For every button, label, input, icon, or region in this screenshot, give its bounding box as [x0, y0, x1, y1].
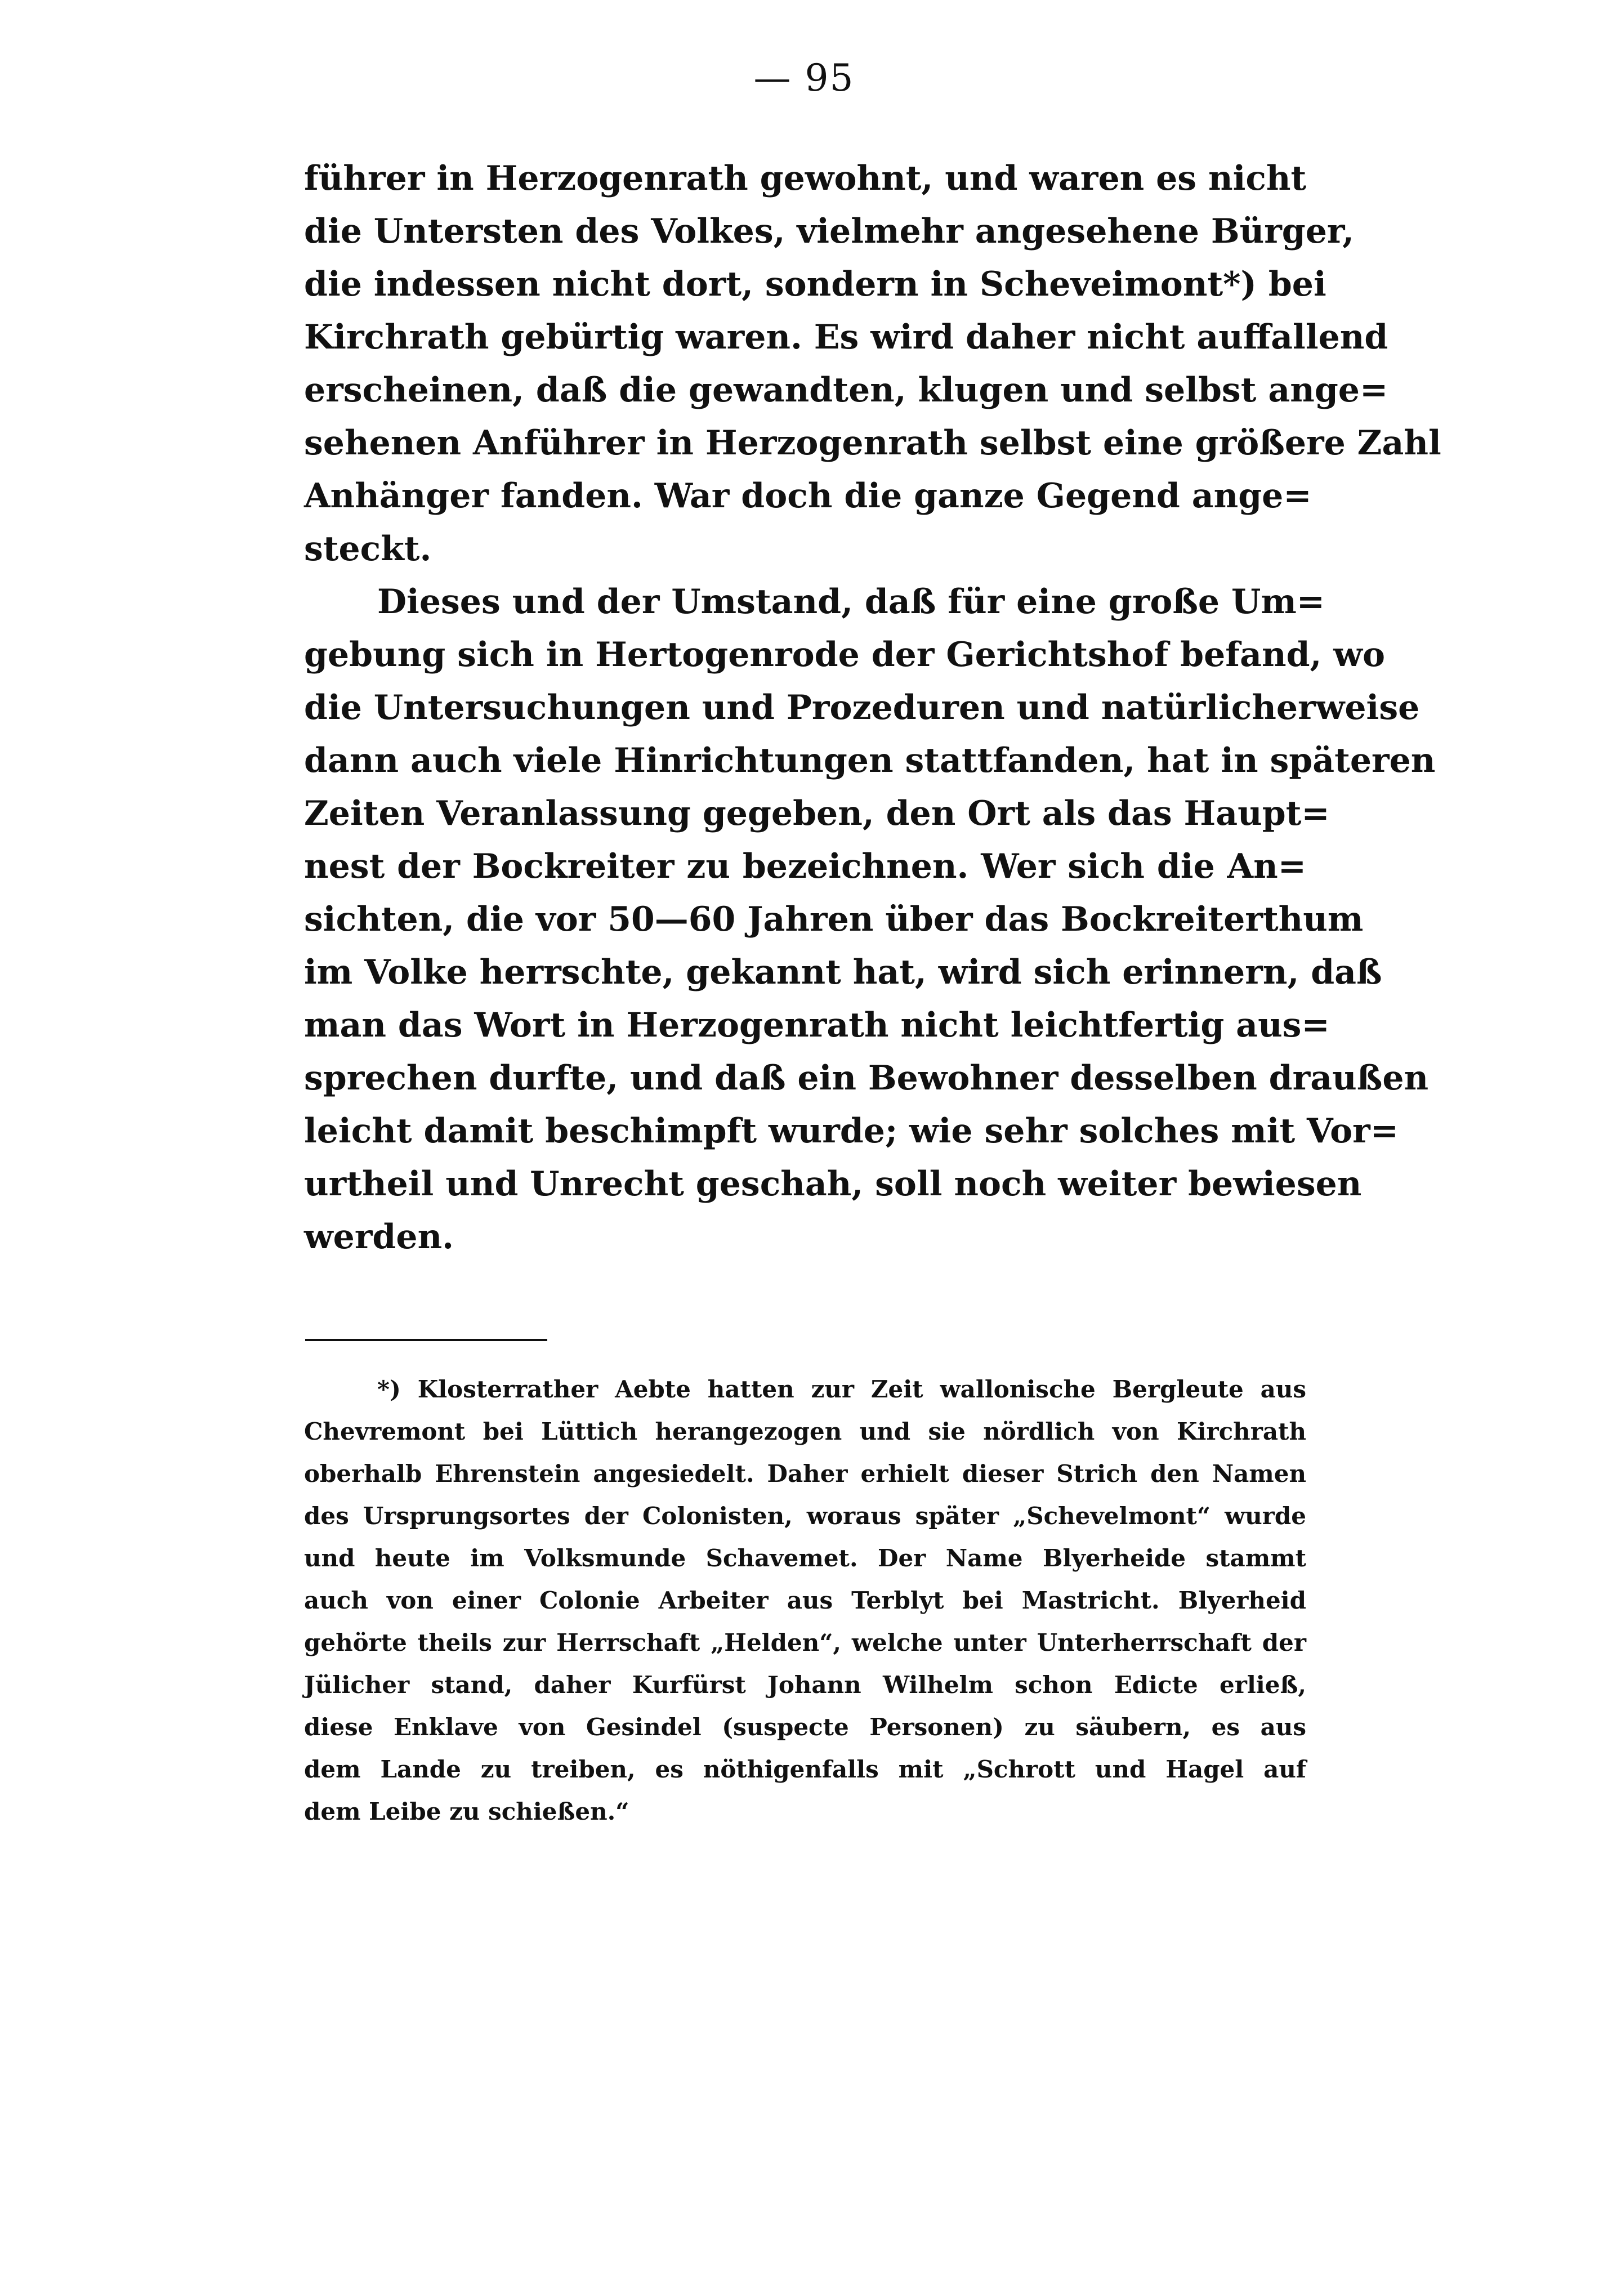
footnote-separator-rule — [305, 1339, 547, 1341]
footnote-line: *) Klosterrather Aebte hatten zur Zeit wallonische Bergleute aus — [377, 1375, 1306, 1403]
body-line: werden. — [304, 1217, 454, 1257]
body-line: man das Wort in Herzogenrath nicht leichtfertig aus= — [304, 1006, 1330, 1045]
body-line: leicht damit beschimpft wurde; wie sehr solches mit Vor= — [304, 1111, 1399, 1151]
body-line: Zeiten Veranlassung gegeben, den Ort als das Haupt= — [304, 794, 1330, 833]
body-line: sehenen Anführer in Herzogenrath selbst eine größere Zahl — [304, 423, 1441, 463]
footnote-line: Chevremont bei Lüttich herangezogen und sie nördlich von Kirchrath — [304, 1418, 1306, 1445]
page-number: — 95 — [753, 56, 855, 100]
footnote-line: diese Enklave von Gesindel (suspecte Personen) zu säubern, es aus — [304, 1713, 1306, 1741]
main-text-block — [304, 152, 1441, 1263]
body-line: erscheinen, daß die gewandten, klugen und selbst ange= — [304, 370, 1388, 410]
footnote-line: auch von einer Colonie Arbeiter aus Terblyt bei Mastricht. Blyerheid — [304, 1587, 1306, 1614]
body-line: die indessen nicht dort, sondern in Scheveimont*) bei — [304, 265, 1326, 304]
body-line-paragraph-start: Dieses und der Umstand, daß für eine große Um= — [377, 582, 1325, 622]
footnote-line: dem Leibe zu schießen.“ — [304, 1798, 629, 1825]
body-line: steckt. — [304, 529, 432, 569]
body-line: die Untersten des Volkes, vielmehr angesehene Bürger, — [304, 212, 1355, 251]
footnote-line: und heute im Volksmunde Schavemet. Der Name Blyerheide stammt — [304, 1544, 1306, 1572]
body-line: im Volke herrschte, gekannt hat, wird sich erinnern, daß — [304, 953, 1382, 992]
footnote-line: Jülicher stand, daher Kurfürst Johann Wilhelm schon Edicte erließ, — [304, 1671, 1306, 1699]
body-line: sprechen durfte, und daß ein Bewohner desselben draußen — [304, 1058, 1429, 1098]
footnote-line: gehörte theils zur Herrschaft „Helden“, welche unter Unterherrschaft der — [304, 1629, 1306, 1656]
footnote-block — [304, 1368, 1306, 1833]
body-line: die Untersuchungen und Prozeduren und natürlicherweise — [304, 688, 1420, 727]
body-line: dann auch viele Hinrichtungen stattfanden, hat in späteren — [304, 741, 1436, 780]
body-line: Kirchrath gebürtig waren. Es wird daher nicht auffallend — [304, 318, 1388, 357]
body-line: führer in Herzogenrath gewohnt, und waren es nicht — [304, 159, 1307, 198]
body-line: urtheil und Unrecht geschah, soll noch weiter bewiesen — [304, 1164, 1362, 1204]
body-line: nest der Bockreiter zu bezeichnen. Wer sich die An= — [304, 847, 1306, 886]
body-line: sichten, die vor 50—60 Jahren über das Bockreiterthum — [304, 900, 1364, 939]
footnote-line: des Ursprungsortes der Colonisten, woraus später „Schevelmont“ wurde — [304, 1502, 1306, 1530]
footnote-line: dem Lande zu treiben, es nöthigenfalls mit „Schrott und Hagel auf — [304, 1755, 1306, 1783]
footnote-line: oberhalb Ehrenstein angesiedelt. Daher erhielt dieser Strich den Namen — [304, 1460, 1306, 1488]
body-line: Anhänger fanden. War doch die ganze Gegend ange= — [304, 476, 1312, 516]
body-line: gebung sich in Hertogenrode der Gerichtshof befand, wo — [304, 635, 1385, 674]
